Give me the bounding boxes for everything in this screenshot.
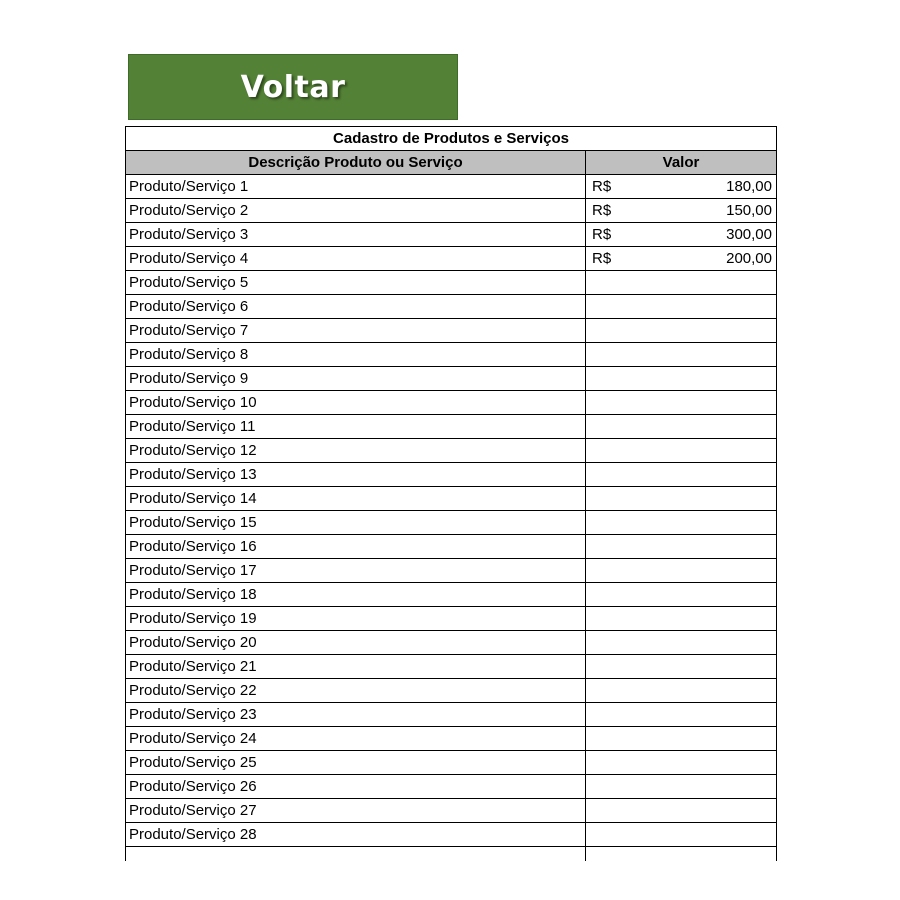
table-row	[126, 799, 777, 823]
table-row	[126, 439, 777, 463]
table-row	[126, 319, 777, 343]
description-cell[interactable]: Produto/Serviço 15	[126, 511, 586, 535]
value-cell[interactable]	[586, 367, 777, 391]
description-cell[interactable]: Produto/Serviço 11	[126, 415, 586, 439]
description-cell[interactable]: Produto/Serviço 18	[126, 583, 586, 607]
value-cell[interactable]	[586, 535, 777, 559]
description-cell[interactable]: Produto/Serviço 20	[126, 631, 586, 655]
value-cell[interactable]	[586, 703, 777, 727]
value-cell[interactable]	[586, 679, 777, 703]
value-cell[interactable]	[586, 391, 777, 415]
value-cell-content	[586, 175, 776, 198]
description-cell[interactable]: Produto/Serviço 4	[126, 247, 586, 271]
value-cell-content	[586, 223, 776, 246]
currency-symbol: R$	[592, 202, 612, 219]
value-cell-content	[586, 247, 776, 270]
currency-symbol: R$	[592, 226, 612, 243]
table-row	[126, 199, 777, 223]
description-cell[interactable]: Produto/Serviço 7	[126, 319, 586, 343]
value-amount: 200,00	[726, 250, 772, 267]
value-cell[interactable]	[586, 655, 777, 679]
value-cell[interactable]	[586, 223, 777, 247]
value-cell[interactable]	[586, 559, 777, 583]
description-cell[interactable]: Produto/Serviço 2	[126, 199, 586, 223]
table-row	[126, 655, 777, 679]
table-row	[126, 367, 777, 391]
table-row	[126, 415, 777, 439]
value-cell[interactable]	[586, 823, 777, 847]
currency-symbol: R$	[592, 178, 612, 195]
description-cell[interactable]: Produto/Serviço 28	[126, 823, 586, 847]
table-row	[126, 271, 777, 295]
description-cell[interactable]: Produto/Serviço 23	[126, 703, 586, 727]
table-row	[126, 583, 777, 607]
description-cell[interactable]: Produto/Serviço 24	[126, 727, 586, 751]
table-row	[126, 823, 777, 847]
description-cell[interactable]: Produto/Serviço 16	[126, 535, 586, 559]
value-cell[interactable]	[586, 343, 777, 367]
currency-symbol: R$	[592, 250, 612, 267]
products-services-table	[125, 126, 777, 861]
table-body	[126, 175, 777, 861]
table-row	[126, 223, 777, 247]
value-cell[interactable]	[586, 247, 777, 271]
value-cell[interactable]	[586, 439, 777, 463]
value-cell[interactable]	[586, 799, 777, 823]
value-cell[interactable]	[586, 727, 777, 751]
table-row	[126, 727, 777, 751]
table-title-row	[126, 127, 777, 151]
table-row	[126, 295, 777, 319]
description-cell[interactable]: Produto/Serviço 3	[126, 223, 586, 247]
value-cell[interactable]	[586, 583, 777, 607]
table-row	[126, 391, 777, 415]
voltar-button-label: Voltar	[240, 69, 346, 105]
description-cell[interactable]: Produto/Serviço 1	[126, 175, 586, 199]
table-row	[126, 247, 777, 271]
voltar-button[interactable]	[128, 54, 458, 120]
table-row	[126, 775, 777, 799]
value-cell[interactable]	[586, 175, 777, 199]
description-cell[interactable]: Produto/Serviço 22	[126, 679, 586, 703]
description-cell[interactable]: Produto/Serviço 19	[126, 607, 586, 631]
value-cell[interactable]	[586, 511, 777, 535]
table-header-row	[126, 151, 777, 175]
description-cell[interactable]: Produto/Serviço 5	[126, 271, 586, 295]
column-header-description[interactable]: Descrição Produto ou Serviço	[126, 151, 586, 175]
value-cell[interactable]	[586, 463, 777, 487]
description-cell[interactable]: Produto/Serviço 21	[126, 655, 586, 679]
value-cell[interactable]	[586, 487, 777, 511]
table-row	[126, 679, 777, 703]
value-amount: 150,00	[726, 202, 772, 219]
description-cell[interactable]: Produto/Serviço 12	[126, 439, 586, 463]
value-cell[interactable]	[586, 319, 777, 343]
value-cell[interactable]	[586, 415, 777, 439]
table-row	[126, 175, 777, 199]
table-row	[126, 751, 777, 775]
description-cell[interactable]: Produto/Serviço 14	[126, 487, 586, 511]
value-cell[interactable]	[586, 295, 777, 319]
value-cell[interactable]	[586, 199, 777, 223]
description-cell[interactable]: Produto/Serviço 6	[126, 295, 586, 319]
description-cell[interactable]: Produto/Serviço 9	[126, 367, 586, 391]
description-cell[interactable]: Produto/Serviço 27	[126, 799, 586, 823]
table-row	[126, 535, 777, 559]
value-cell[interactable]	[586, 751, 777, 775]
empty-cell[interactable]	[126, 847, 586, 861]
value-cell[interactable]	[586, 631, 777, 655]
description-cell[interactable]: Produto/Serviço 25	[126, 751, 586, 775]
table-row	[126, 343, 777, 367]
description-cell[interactable]: Produto/Serviço 8	[126, 343, 586, 367]
column-header-value[interactable]: Valor	[586, 151, 777, 175]
table-row	[126, 559, 777, 583]
value-cell-content	[586, 199, 776, 222]
value-cell[interactable]	[586, 607, 777, 631]
description-cell[interactable]: Produto/Serviço 17	[126, 559, 586, 583]
table-row	[126, 463, 777, 487]
description-cell[interactable]: Produto/Serviço 10	[126, 391, 586, 415]
empty-cell[interactable]	[586, 847, 777, 861]
description-cell[interactable]: Produto/Serviço 13	[126, 463, 586, 487]
description-cell[interactable]: Produto/Serviço 26	[126, 775, 586, 799]
value-cell[interactable]	[586, 775, 777, 799]
table-title[interactable]: Cadastro de Produtos e Serviços	[126, 127, 777, 151]
table-row	[126, 487, 777, 511]
value-cell[interactable]	[586, 271, 777, 295]
table-row	[126, 607, 777, 631]
table-row	[126, 703, 777, 727]
value-amount: 180,00	[726, 178, 772, 195]
value-amount: 300,00	[726, 226, 772, 243]
table-row	[126, 631, 777, 655]
table-row	[126, 511, 777, 535]
table-row-partial	[126, 847, 777, 861]
